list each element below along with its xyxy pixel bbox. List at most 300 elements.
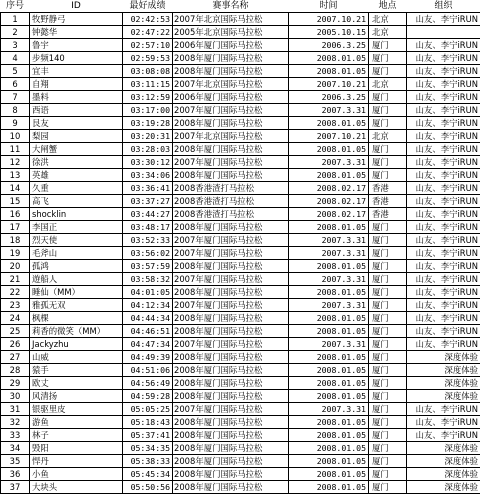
table-row <box>1 260 480 273</box>
cell-id: 林子 <box>30 429 123 442</box>
cell-place: 香港 <box>369 208 407 221</box>
cell-organization: 山友、李宁iRUN <box>407 429 480 442</box>
cell-place: 香港 <box>369 195 407 208</box>
cell-race-name: 2005年北京国际马拉松 <box>173 26 289 39</box>
cell-id: 梨园 <box>30 130 123 143</box>
cell-organization: 山友、李宁iRUN <box>407 325 480 338</box>
cell-best-time: 02:57:10 <box>123 39 173 52</box>
cell-best-time: 05:37:41 <box>123 429 173 442</box>
cell-place: 厦门 <box>369 403 407 416</box>
table-row <box>1 26 480 39</box>
cell-place: 厦门 <box>369 364 407 377</box>
cell-id: 烈天使 <box>30 234 123 247</box>
cell-best-time: 03:28:03 <box>123 143 173 156</box>
cell-no: 33 <box>1 429 30 442</box>
table-row <box>1 65 480 78</box>
cell-id: 英雄 <box>30 169 123 182</box>
cell-organization: 山友、李宁iRUN <box>407 91 480 104</box>
cell-best-time: 04:49:39 <box>123 351 173 364</box>
cell-date: 2007.3.31 <box>289 273 369 286</box>
cell-best-time: 03:48:17 <box>123 221 173 234</box>
cell-place: 厦门 <box>369 312 407 325</box>
table-row <box>1 273 480 286</box>
table-header-row <box>1 0 480 13</box>
cell-date: 2006.3.25 <box>289 91 369 104</box>
cell-race-name: 2008年厦门国际马拉松 <box>173 455 289 468</box>
cell-date: 2008.02.17 <box>289 208 369 221</box>
cell-date: 2007.3.31 <box>289 234 369 247</box>
cell-best-time: 05:05:25 <box>123 403 173 416</box>
cell-place: 北京 <box>369 13 407 26</box>
cell-date: 2007.3.31 <box>289 338 369 351</box>
cell-race-name: 2007年北京国际马拉松 <box>173 130 289 143</box>
cell-date: 2008.01.05 <box>289 377 369 390</box>
cell-place: 厦门 <box>369 442 407 455</box>
cell-date: 2007.3.31 <box>289 247 369 260</box>
cell-race-name: 2008年厦门国际马拉松 <box>173 481 289 494</box>
cell-best-time: 03:17:00 <box>123 104 173 117</box>
cell-date: 2008.01.05 <box>289 455 369 468</box>
table-row <box>1 195 480 208</box>
cell-place: 厦门 <box>369 481 407 494</box>
cell-no: 23 <box>1 299 30 312</box>
cell-race-name: 2008年厦门国际马拉松 <box>173 429 289 442</box>
table-row <box>1 390 480 403</box>
cell-organization: 深度体验 <box>407 468 480 481</box>
cell-place: 厦门 <box>369 143 407 156</box>
cell-id: 遊船人 <box>30 273 123 286</box>
cell-race-name: 2007年北京国际马拉松 <box>173 13 289 26</box>
cell-no: 15 <box>1 195 30 208</box>
cell-date: 2008.01.05 <box>289 351 369 364</box>
cell-date: 2008.01.05 <box>289 390 369 403</box>
cell-date: 2007.10.21 <box>289 78 369 91</box>
cell-date: 2005.10.15 <box>289 26 369 39</box>
cell-race-name: 2007年厦门国际马拉松 <box>173 234 289 247</box>
cell-no: 32 <box>1 416 30 429</box>
cell-id: 自翔 <box>30 78 123 91</box>
cell-race-name: 2006年厦门国际马拉松 <box>173 91 289 104</box>
cell-place: 厦门 <box>369 221 407 234</box>
cell-id: 孤鸿 <box>30 260 123 273</box>
header-race-name: 赛事名称 <box>173 0 289 13</box>
cell-best-time: 03:20:31 <box>123 130 173 143</box>
cell-id: 高飞 <box>30 195 123 208</box>
cell-best-time: 05:50:56 <box>123 481 173 494</box>
cell-date: 2008.01.05 <box>289 221 369 234</box>
cell-place: 厦门 <box>369 52 407 65</box>
table-row <box>1 78 480 91</box>
cell-no: 1 <box>1 13 30 26</box>
cell-id: 山威 <box>30 351 123 364</box>
table-row <box>1 455 480 468</box>
cell-organization: 山友、李宁iRUN <box>407 312 480 325</box>
table-row <box>1 312 480 325</box>
header-id: ID <box>30 0 123 13</box>
results-table-body <box>1 0 480 494</box>
cell-id: 步频140 <box>30 52 123 65</box>
cell-place: 厦门 <box>369 39 407 52</box>
cell-best-time: 03:56:02 <box>123 247 173 260</box>
cell-place: 厦门 <box>369 247 407 260</box>
cell-date: 2007.3.31 <box>289 299 369 312</box>
cell-race-name: 2007年厦门国际马拉松 <box>173 299 289 312</box>
cell-race-name: 2008年厦门国际马拉松 <box>173 169 289 182</box>
cell-best-time: 04:12:34 <box>123 299 173 312</box>
cell-organization: 山友、李宁iRUN <box>407 208 480 221</box>
cell-date: 2008.01.05 <box>289 442 369 455</box>
cell-no: 4 <box>1 52 30 65</box>
cell-no: 31 <box>1 403 30 416</box>
table-row <box>1 13 480 26</box>
cell-id: 徐洪 <box>30 156 123 169</box>
cell-date: 2008.01.05 <box>289 260 369 273</box>
cell-no: 14 <box>1 182 30 195</box>
table-row <box>1 299 480 312</box>
cell-best-time: 04:44:34 <box>123 312 173 325</box>
cell-best-time: 04:59:28 <box>123 390 173 403</box>
header-best-time: 最好成绩 <box>123 0 173 13</box>
cell-no: 10 <box>1 130 30 143</box>
cell-organization: 深度体验 <box>407 442 480 455</box>
cell-organization: 山友、李宁iRUN <box>407 260 480 273</box>
table-row <box>1 481 480 494</box>
cell-place: 厦门 <box>369 325 407 338</box>
cell-no: 37 <box>1 481 30 494</box>
cell-place: 厦门 <box>369 65 407 78</box>
cell-date: 2008.01.05 <box>289 65 369 78</box>
table-row <box>1 169 480 182</box>
cell-id: 枫棵 <box>30 312 123 325</box>
cell-best-time: 04:56:49 <box>123 377 173 390</box>
cell-best-time: 04:46:51 <box>123 325 173 338</box>
cell-organization: 山友、李宁iRUN <box>407 39 480 52</box>
cell-no: 29 <box>1 377 30 390</box>
cell-place: 厦门 <box>369 104 407 117</box>
cell-place: 厦门 <box>369 416 407 429</box>
cell-best-time: 03:08:08 <box>123 65 173 78</box>
cell-no: 27 <box>1 351 30 364</box>
cell-organization: 山友、李宁iRUN <box>407 65 480 78</box>
cell-organization: 山友、李宁iRUN <box>407 104 480 117</box>
cell-id: 牧野静弓 <box>30 13 123 26</box>
cell-date: 2008.01.05 <box>289 143 369 156</box>
cell-organization: 深度体验 <box>407 455 480 468</box>
cell-race-name: 2007年厦门国际马拉松 <box>173 104 289 117</box>
cell-date: 2008.01.05 <box>289 416 369 429</box>
cell-race-name: 2008年厦门国际马拉松 <box>173 325 289 338</box>
cell-organization: 山友、李宁iRUN <box>407 221 480 234</box>
cell-date: 2007.3.31 <box>289 403 369 416</box>
cell-race-name: 2008年厦门国际马拉松 <box>173 117 289 130</box>
table-row <box>1 351 480 364</box>
cell-id: 猿手 <box>30 364 123 377</box>
cell-race-name: 2008年厦门国际马拉松 <box>173 65 289 78</box>
table-row <box>1 325 480 338</box>
cell-id: 风清扬 <box>30 390 123 403</box>
cell-best-time: 04:51:06 <box>123 364 173 377</box>
cell-no: 35 <box>1 455 30 468</box>
cell-no: 34 <box>1 442 30 455</box>
cell-best-time: 02:59:53 <box>123 52 173 65</box>
cell-organization: 山友、李宁iRUN <box>407 195 480 208</box>
cell-race-name: 2008年厦门国际马拉松 <box>173 468 289 481</box>
cell-best-time: 03:44:27 <box>123 208 173 221</box>
cell-date: 2007.10.21 <box>289 130 369 143</box>
cell-no: 2 <box>1 26 30 39</box>
cell-place: 厦门 <box>369 260 407 273</box>
cell-id: 宜丰 <box>30 65 123 78</box>
cell-id: 睡仙（MM） <box>30 286 123 299</box>
cell-id: Jackyzhu <box>30 338 123 351</box>
cell-no: 19 <box>1 247 30 260</box>
cell-no: 16 <box>1 208 30 221</box>
header-date: 时间 <box>289 0 369 13</box>
table-row <box>1 208 480 221</box>
table-row <box>1 221 480 234</box>
cell-no: 24 <box>1 312 30 325</box>
cell-date: 2008.02.17 <box>289 195 369 208</box>
cell-date: 2008.01.05 <box>289 52 369 65</box>
cell-id: 毁阳 <box>30 442 123 455</box>
cell-id: 钟懿华 <box>30 26 123 39</box>
cell-no: 30 <box>1 390 30 403</box>
cell-place: 厦门 <box>369 390 407 403</box>
table-row <box>1 143 480 156</box>
cell-id: shocklin <box>30 208 123 221</box>
cell-date: 2008.01.05 <box>289 312 369 325</box>
cell-no: 5 <box>1 65 30 78</box>
table-row <box>1 104 480 117</box>
cell-no: 13 <box>1 169 30 182</box>
cell-id: 墨料 <box>30 91 123 104</box>
cell-race-name: 2008香港渣打马拉松 <box>173 195 289 208</box>
table-row <box>1 117 480 130</box>
cell-organization: 山友、李宁iRUN <box>407 416 480 429</box>
cell-place: 厦门 <box>369 91 407 104</box>
header-place: 地点 <box>369 0 407 13</box>
cell-best-time: 05:34:35 <box>123 442 173 455</box>
cell-best-time: 03:36:41 <box>123 182 173 195</box>
cell-organization: 山友、李宁iRUN <box>407 52 480 65</box>
cell-best-time: 03:37:27 <box>123 195 173 208</box>
cell-no: 26 <box>1 338 30 351</box>
cell-id: 久重 <box>30 182 123 195</box>
table-row <box>1 91 480 104</box>
cell-id: 莉香的微笑（MM） <box>30 325 123 338</box>
cell-organization: 深度体验 <box>407 390 480 403</box>
cell-no: 17 <box>1 221 30 234</box>
cell-date: 2008.01.05 <box>289 169 369 182</box>
cell-id: 大块头 <box>30 481 123 494</box>
cell-no: 20 <box>1 260 30 273</box>
cell-place: 厦门 <box>369 299 407 312</box>
cell-no: 11 <box>1 143 30 156</box>
cell-date: 2008.01.05 <box>289 429 369 442</box>
cell-organization: 山友、李宁iRUN <box>407 247 480 260</box>
cell-id: 大闸蟹 <box>30 143 123 156</box>
cell-best-time: 05:45:34 <box>123 468 173 481</box>
cell-place: 北京 <box>369 26 407 39</box>
cell-race-name: 2008年厦门国际马拉松 <box>173 52 289 65</box>
table-row <box>1 468 480 481</box>
cell-place: 厦门 <box>369 338 407 351</box>
cell-race-name: 2008年厦门国际马拉松 <box>173 260 289 273</box>
cell-organization: 山友、李宁iRUN <box>407 117 480 130</box>
cell-race-name: 2007年厦门国际马拉松 <box>173 403 289 416</box>
cell-best-time: 04:01:05 <box>123 286 173 299</box>
cell-organization: 山友、李宁iRUN <box>407 403 480 416</box>
cell-id: 李国正 <box>30 221 123 234</box>
cell-organization: 山友、李宁iRUN <box>407 234 480 247</box>
cell-organization: 山友、李宁iRUN <box>407 169 480 182</box>
cell-no: 36 <box>1 468 30 481</box>
cell-id: 小鱼 <box>30 468 123 481</box>
cell-race-name: 2008年厦门国际马拉松 <box>173 351 289 364</box>
cell-race-name: 2008年厦门国际马拉松 <box>173 364 289 377</box>
header-organization: 组织 <box>407 0 480 13</box>
cell-best-time: 05:18:43 <box>123 416 173 429</box>
cell-id: 西语 <box>30 104 123 117</box>
cell-place: 北京 <box>369 78 407 91</box>
cell-organization: 山友、李宁iRUN <box>407 273 480 286</box>
cell-no: 21 <box>1 273 30 286</box>
cell-date: 2006.3.25 <box>289 39 369 52</box>
cell-place: 厦门 <box>369 117 407 130</box>
cell-place: 厦门 <box>369 169 407 182</box>
table-row <box>1 416 480 429</box>
cell-id: 艮友 <box>30 117 123 130</box>
cell-no: 6 <box>1 78 30 91</box>
cell-best-time: 03:52:33 <box>123 234 173 247</box>
cell-best-time: 03:34:06 <box>123 169 173 182</box>
table-row <box>1 39 480 52</box>
table-row <box>1 247 480 260</box>
cell-organization: 山友、李宁iRUN <box>407 143 480 156</box>
cell-race-name: 2007年北京国际马拉松 <box>173 78 289 91</box>
cell-best-time: 03:57:59 <box>123 260 173 273</box>
cell-race-name: 2008年厦门国际马拉松 <box>173 416 289 429</box>
cell-best-time: 04:47:34 <box>123 338 173 351</box>
cell-organization: 山友、李宁iRUN <box>407 299 480 312</box>
cell-date: 2008.01.05 <box>289 286 369 299</box>
cell-date: 2008.01.05 <box>289 117 369 130</box>
cell-no: 3 <box>1 39 30 52</box>
cell-place: 北京 <box>369 130 407 143</box>
cell-race-name: 2007年厦门国际马拉松 <box>173 338 289 351</box>
cell-organization: 山友、李宁iRUN <box>407 286 480 299</box>
cell-place: 厦门 <box>369 234 407 247</box>
cell-best-time: 03:19:28 <box>123 117 173 130</box>
table-row <box>1 403 480 416</box>
cell-place: 厦门 <box>369 286 407 299</box>
cell-date: 2008.01.05 <box>289 364 369 377</box>
table-row <box>1 338 480 351</box>
cell-best-time: 05:38:33 <box>123 455 173 468</box>
cell-organization <box>407 26 480 39</box>
cell-id: 鲁宇 <box>30 39 123 52</box>
cell-race-name: 2007年厦门国际马拉松 <box>173 156 289 169</box>
cell-no: 12 <box>1 156 30 169</box>
table-row <box>1 182 480 195</box>
cell-id: 悍丹 <box>30 455 123 468</box>
table-row <box>1 234 480 247</box>
cell-best-time: 03:58:32 <box>123 273 173 286</box>
table-row <box>1 130 480 143</box>
cell-date: 2007.3.31 <box>289 156 369 169</box>
cell-best-time: 03:11:15 <box>123 78 173 91</box>
header-no: 序号 <box>1 0 30 13</box>
table-row <box>1 429 480 442</box>
cell-best-time: 02:42:53 <box>123 13 173 26</box>
cell-no: 7 <box>1 91 30 104</box>
cell-race-name: 2008年厦门国际马拉松 <box>173 312 289 325</box>
cell-date: 2008.02.17 <box>289 182 369 195</box>
table-row <box>1 156 480 169</box>
cell-race-name: 2008年厦门国际马拉松 <box>173 221 289 234</box>
table-row <box>1 377 480 390</box>
cell-place: 厦门 <box>369 156 407 169</box>
cell-race-name: 2008香港渣打马拉松 <box>173 208 289 221</box>
cell-organization: 山友、李宁iRUN <box>407 78 480 91</box>
cell-race-name: 2007年厦门国际马拉松 <box>173 273 289 286</box>
cell-no: 9 <box>1 117 30 130</box>
cell-no: 22 <box>1 286 30 299</box>
cell-organization: 深度体验 <box>407 481 480 494</box>
cell-place: 厦门 <box>369 429 407 442</box>
cell-organization: 山友、李宁iRUN <box>407 182 480 195</box>
cell-best-time: 02:47:22 <box>123 26 173 39</box>
cell-id: 银驱里皮 <box>30 403 123 416</box>
cell-race-name: 2008年厦门国际马拉松 <box>173 143 289 156</box>
cell-place: 厦门 <box>369 468 407 481</box>
cell-no: 18 <box>1 234 30 247</box>
cell-no: 25 <box>1 325 30 338</box>
cell-date: 2008.01.05 <box>289 468 369 481</box>
cell-race-name: 2006年厦门国际马拉松 <box>173 39 289 52</box>
cell-organization: 山友、李宁iRUN <box>407 156 480 169</box>
cell-no: 28 <box>1 364 30 377</box>
cell-id: 欧丈 <box>30 377 123 390</box>
cell-best-time: 03:12:59 <box>123 91 173 104</box>
table-row <box>1 52 480 65</box>
cell-best-time: 03:30:12 <box>123 156 173 169</box>
cell-date: 2008.01.05 <box>289 325 369 338</box>
cell-date: 2007.3.31 <box>289 104 369 117</box>
cell-date: 2008.01.05 <box>289 481 369 494</box>
cell-organization: 深度体验 <box>407 364 480 377</box>
cell-no: 8 <box>1 104 30 117</box>
cell-place: 香港 <box>369 182 407 195</box>
cell-race-name: 2008香港渣打马拉松 <box>173 182 289 195</box>
cell-organization: 山友、李宁iRUN <box>407 130 480 143</box>
cell-place: 厦门 <box>369 351 407 364</box>
cell-id: 雅孤无双 <box>30 299 123 312</box>
cell-organization: 深度体验 <box>407 377 480 390</box>
cell-place: 厦门 <box>369 377 407 390</box>
cell-race-name: 2008年厦门国际马拉松 <box>173 442 289 455</box>
table-row <box>1 442 480 455</box>
cell-race-name: 2008年厦门国际马拉松 <box>173 377 289 390</box>
cell-id: 游鱼 <box>30 416 123 429</box>
cell-organization: 山友、李宁iRUN <box>407 338 480 351</box>
cell-date: 2007.10.21 <box>289 13 369 26</box>
cell-organization: 深度体验 <box>407 351 480 364</box>
cell-race-name: 2008年厦门国际马拉松 <box>173 390 289 403</box>
table-row <box>1 364 480 377</box>
table-row <box>1 286 480 299</box>
cell-place: 厦门 <box>369 455 407 468</box>
